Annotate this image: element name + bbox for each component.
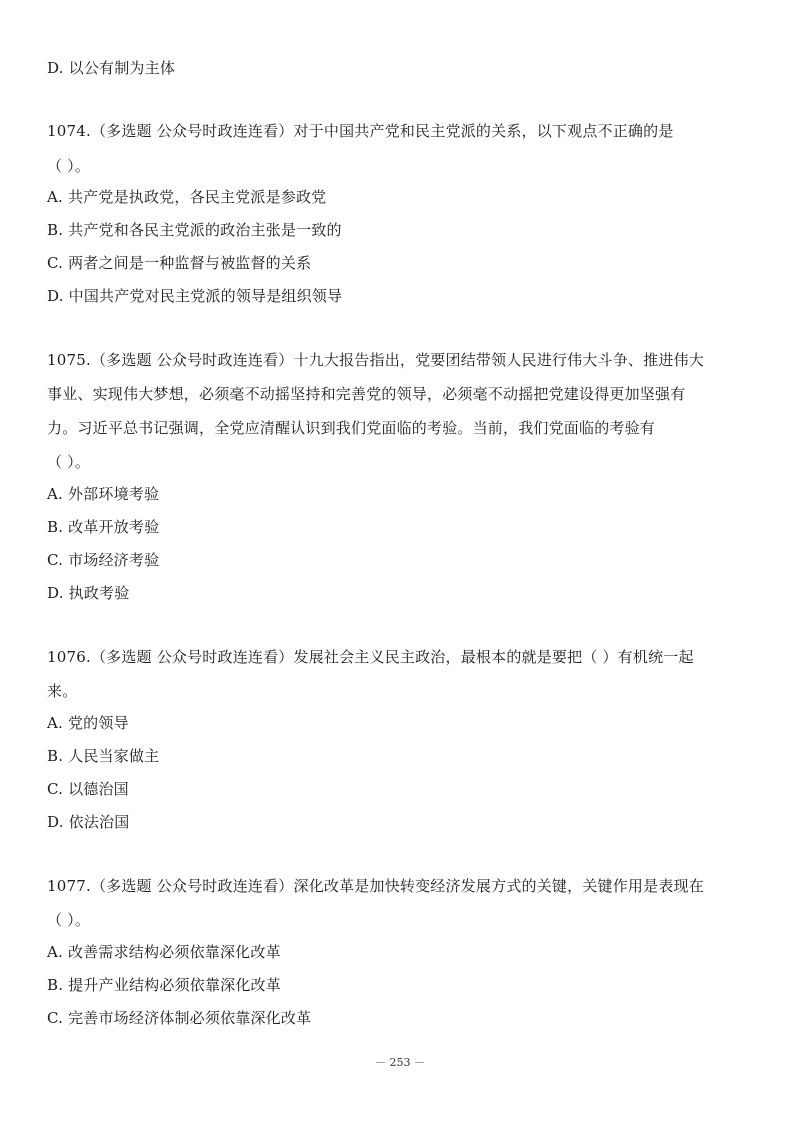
question-1074-text-line-2: （ ）。 [47,157,91,175]
question-1074-option-a: A. 共产党是执政党，各民主党派是参政党 [47,188,327,206]
question-1074-option-d: D. 中国共产党对民主党派的领导是组织领导 [47,287,343,305]
question-1074-option-b: B. 共产党和各民主党派的政治主张是一致的 [47,221,342,239]
question-1076-text-line-2: 来。 [47,682,78,700]
question-1075-option-a: A. 外部环境考验 [47,485,160,503]
question-1076-text-line-1: 1076.（多选题 公众号时政连连看）发展社会主义民主政治，最根本的就是要把（ ）有机统一起 [47,648,694,666]
question-1075-option-b: B. 改革开放考验 [47,518,160,536]
question-1075-text-line-4: （ ）。 [47,453,91,471]
question-1076-option-a: A. 党的领导 [47,714,129,732]
page-number: － 253 － [375,1056,425,1069]
question-1077-option-a: A. 改善需求结构必须依靠深化改革 [47,943,281,961]
question-1075-option-d: D. 执政考验 [47,584,130,602]
question-1075-text-line-2: 事业、实现伟大梦想，必须毫不动摇坚持和完善党的领导，必须毫不动摇把党建设得更加坚强有 [47,385,686,403]
question-1076-option-b: B. 人民当家做主 [47,747,160,765]
question-1077-option-c: C. 完善市场经济体制必须依靠深化改革 [47,1009,312,1027]
question-1074-option-c: C. 两者之间是一种监督与被监督的关系 [47,254,312,272]
option-d-previous: D. 以公有制为主体 [47,59,176,77]
question-1075-text-line-1: 1075.（多选题 公众号时政连连看）十九大报告指出，党要团结带领人民进行伟大斗争、推进伟大 [47,351,704,369]
question-1077-text-line-1: 1077.（多选题 公众号时政连连看）深化改革是加快转变经济发展方式的关键，关键作用是表现在 [47,877,704,895]
question-1075-text-line-3: 力。习近平总书记强调，全党应清醒认识到我们党面临的考验。当前，我们党面临的考验有 [47,419,656,437]
question-1074-text-line-1: 1074.（多选题 公众号时政连连看）对于中国共产党和民主党派的关系，以下观点不正确的是 [47,122,674,140]
question-1076-option-c: C. 以德治国 [47,780,129,798]
question-1077-option-b: B. 提升产业结构必须依靠深化改革 [47,976,281,994]
question-1075-option-c: C. 市场经济考验 [47,551,160,569]
question-1077-text-line-2: （ ）。 [47,911,91,929]
question-1076-option-d: D. 依法治国 [47,813,130,831]
